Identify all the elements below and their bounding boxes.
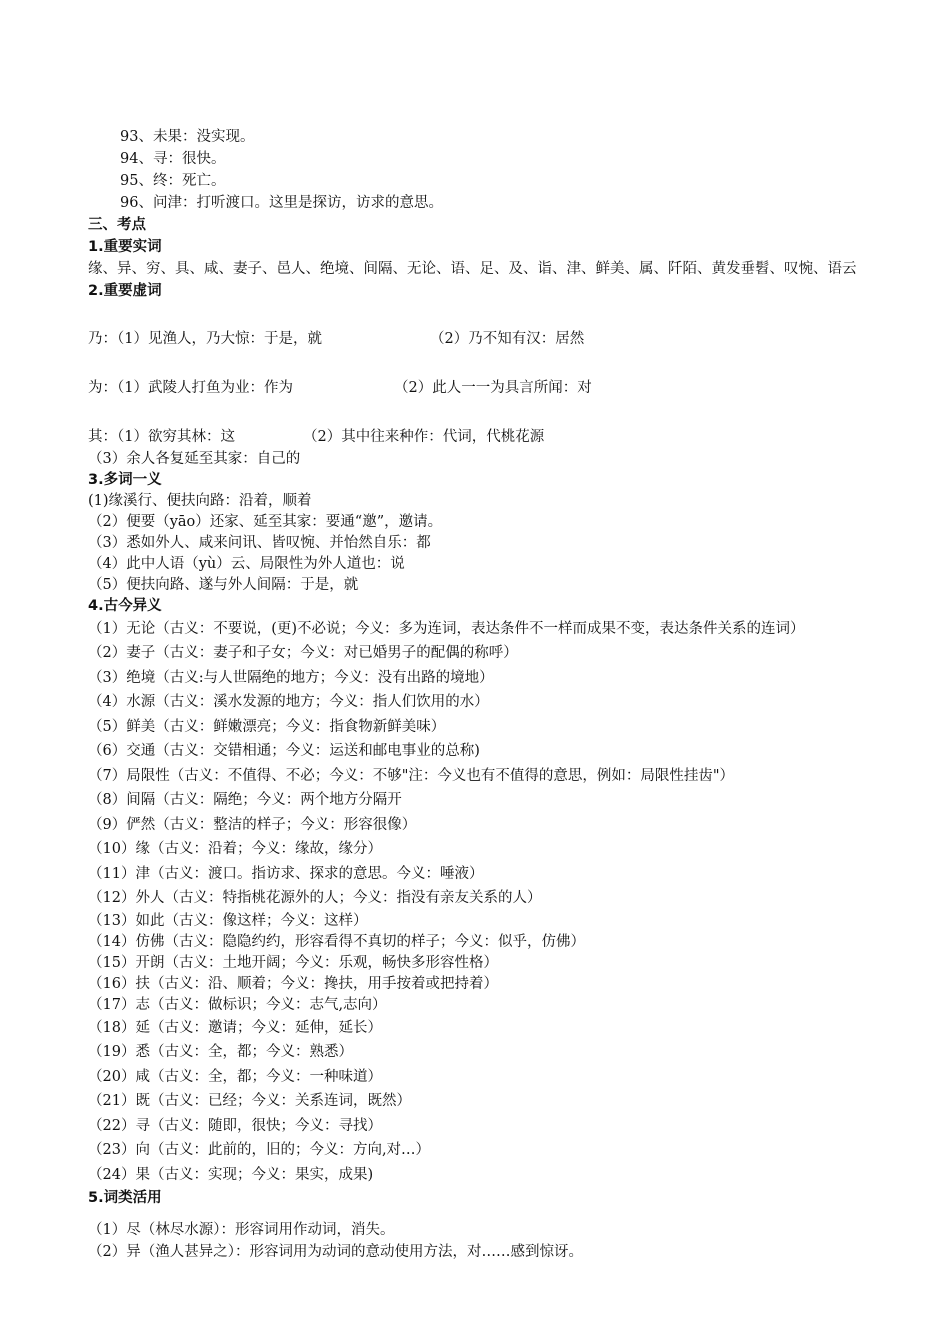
heading-important-content-words: 1.重要实词 (88, 239, 162, 255)
list-item: （22）寻（古义：随即，很快；今义：寻找） (88, 1117, 382, 1134)
list-item: （21）既（古义：已经；今义：关系连词，既然） (88, 1093, 411, 1109)
document-page (88, 126, 868, 1263)
list-item: （8）间隔（古义：隔绝；今义：两个地方分隔开 (88, 792, 402, 808)
list-item: （12）外人（古义：特指桃花源外的人；今义：指没有亲友关系的人） (88, 890, 542, 906)
heading-multiple-words-one-meaning: 3.多词一义 (88, 472, 162, 488)
list-item: （3）悉如外人、咸来问讯、皆叹惋、并怡然自乐：都 (88, 535, 431, 551)
list-item: （16）扶（古义：沿、顺着；今义：搀扶，用手按着或把持着） (88, 975, 498, 992)
list-item: （4）水源（古义：溪水发源的地方；今义：指人们饮用的水） (88, 694, 489, 710)
qi-usage-3: （3）余人各复延至其家：自己的 (88, 451, 301, 467)
content-words-list: 缘、异、穷、具、咸、妻子、邑人、绝境、间隔、无论、语、足、及、诣、津、鲜美、属、阡陌、黄发垂髫、叹惋、语云 (88, 261, 857, 277)
list-item: （9）俨然（古义：整洁的样子；今义：形容很像） (88, 816, 417, 833)
wei-usage-2: （2）此人一一为具言所闻：对 (394, 380, 592, 396)
list-item: （13）如此（古义：像这样；今义：这样） (88, 912, 368, 929)
wei-usage-1: 为：（1）武陵人打鱼为业：作为 (88, 380, 293, 396)
list-item: （2）异（渔人甚异之）：形容词用为动词的意动使用方法，对……感到惊讶。 (88, 1244, 583, 1260)
list-item: （14）仿佛（古义：隐隐约约，形容看得不真切的样子；今义：似乎，仿佛） (88, 933, 585, 950)
function-word-wei (88, 377, 868, 399)
heading-ancient-modern-meanings: 4.古今异义 (88, 598, 162, 614)
list-item: （23）向（古义：此前的，旧的；今义：方向,对…） (88, 1142, 431, 1158)
nai-usage-1: 乃：（1）见渔人，乃大惊：于是，就 (88, 331, 322, 347)
function-word-qi (88, 426, 868, 448)
heading-important-function-words: 2.重要虚词 (88, 283, 162, 299)
list-item: （5）便扶向路、遂与外人间隔：于是，就 (88, 577, 359, 593)
list-item: （17）志（古义：做标识；今义：志气,志向） (88, 996, 387, 1013)
function-word-nai (88, 328, 868, 350)
note-item-96: 96、问津：打听渡口。这里是探访，访求的意思。 (120, 195, 443, 211)
list-item: （20）咸（古义：全，都；今义：一种味道） (88, 1068, 382, 1085)
section-heading-exam-points: 三、考点 (88, 217, 146, 233)
list-item: （2）便要（yāo）还家、延至其家：要通“邀”，邀请。 (88, 514, 443, 530)
list-item: （24）果（古义：实现；今义：果实，成果) (88, 1166, 374, 1183)
list-item: （7）局限性（古义：不值得、不必；今义：不够"注：今义也有不值得的意思，例如：局限性挂齿"） (88, 767, 735, 784)
list-item: （4）此中人语（yù）云、局限性为外人道也：说 (88, 556, 405, 572)
list-item: （19）悉（古义：全，都；今义：熟悉） (88, 1044, 353, 1060)
note-item-93: 93、未果：没实现。 (120, 129, 255, 145)
list-item: （10）缘（古义：沿着；今义：缘故，缘分） (88, 841, 382, 857)
list-item: （3）绝境（古义:与人世隔绝的地方；今义：没有出路的境地） (88, 669, 494, 686)
list-item: （1）尽（林尽水源）：形容词用作动词，消失。 (88, 1222, 395, 1238)
heading-word-class-shift: 5.词类活用 (88, 1190, 162, 1206)
list-item: （1）无论（古义：不要说，(更)不必说；今义：多为连词，表达条件不一样而成果不变，表达条件关系的连词） (88, 621, 805, 637)
list-item: （5）鲜美（古义：鲜嫩漂亮；今义：指食物新鲜美味） (88, 718, 446, 735)
list-item: （6）交通（古义：交错相通；今义：运送和邮电事业的总称) (88, 743, 480, 759)
list-item: (1)缘溪行、便扶向路：沿着，顺着 (88, 493, 312, 509)
list-item: （2）妻子（古义：妻子和子女；今义：对已婚男子的配偶的称呼） (88, 645, 518, 661)
qi-usage-2: （2）其中往来种作：代词，代桃花源 (303, 429, 545, 445)
note-item-95: 95、终：死亡。 (120, 173, 226, 189)
list-item: （18）延（古义：邀请；今义：延伸，延长） (88, 1019, 382, 1036)
nai-usage-2: （2）乃不知有汉：居然 (430, 331, 585, 347)
list-item: （11）津（古义：渡口。指访求、探求的意思。今义：唾液） (88, 865, 484, 882)
note-item-94: 94、寻：很快。 (120, 151, 226, 167)
qi-usage-1: 其：（1）欲穷其林：这 (88, 429, 235, 445)
list-item: （15）开朗（古义：土地开阔；今义：乐观，畅快多形容性格） (88, 954, 498, 971)
